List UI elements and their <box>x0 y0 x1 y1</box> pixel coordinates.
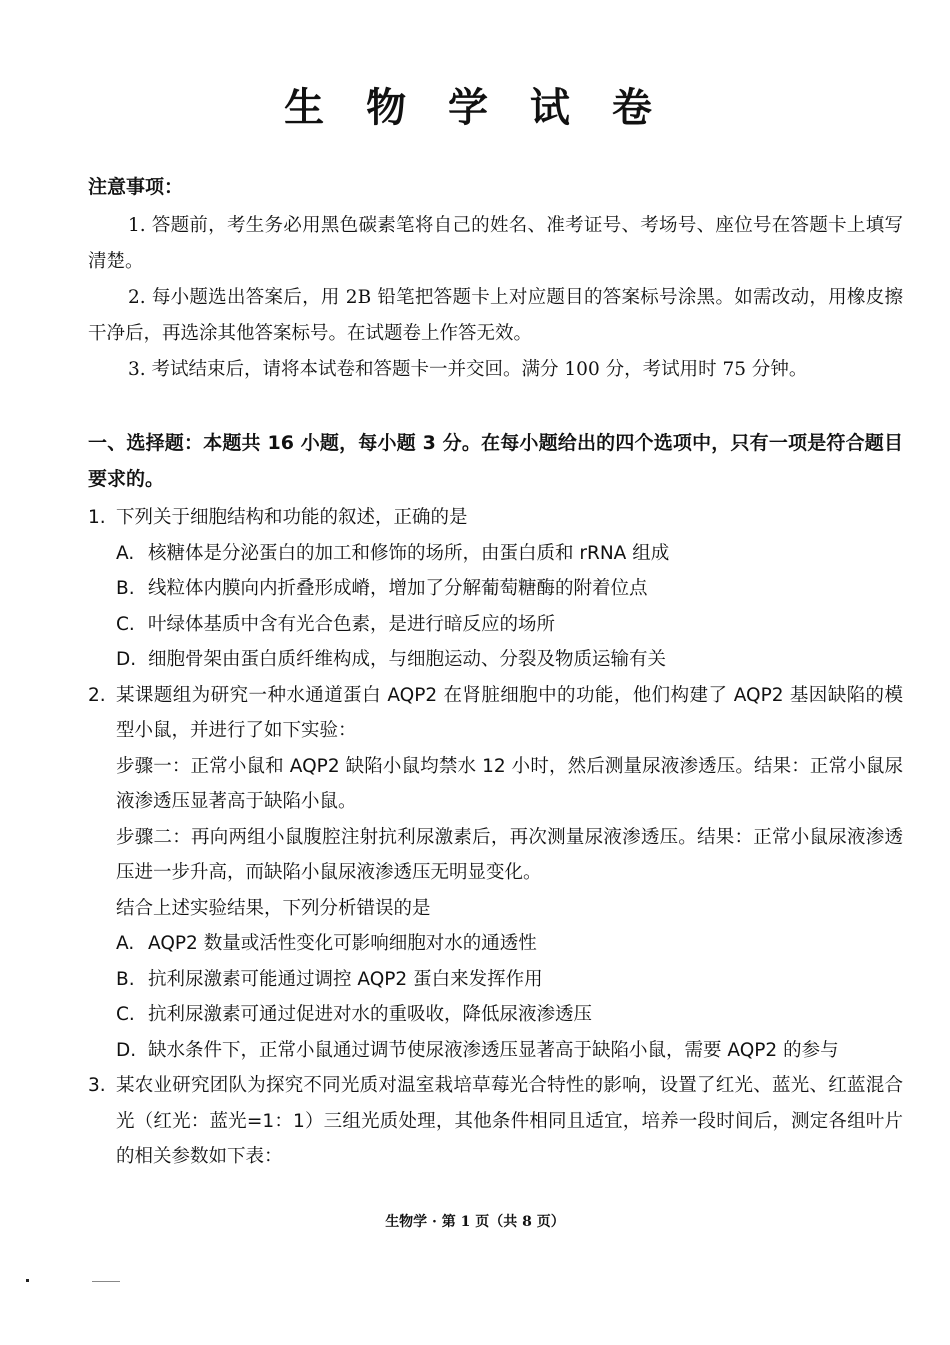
option-text: 核糖体是分泌蛋白的加工和修饰的场所，由蛋白质和 rRNA 组成 <box>148 542 670 564</box>
option <box>116 642 903 678</box>
option-text: 抗利尿激素可通过促进对水的重吸收，降低尿液渗透压 <box>148 1004 593 1025</box>
notice-heading: 注意事项： <box>88 176 184 198</box>
option <box>116 536 903 572</box>
option-text: AQP2 数量或活性变化可影响细胞对水的通透性 <box>148 933 537 954</box>
question-2 <box>88 678 903 1069</box>
option-text: 细胞骨架由蛋白质纤维构成，与细胞运动、分裂及物质运输有关 <box>148 649 667 670</box>
notice-item: 2. 每小题选出答案后，用 2B 铅笔把答题卡上对应题目的答案标号涂黑。如需改动，用橡皮擦干净后，再选涂其他答案标号。在试题卷上作答无效。 <box>88 287 903 344</box>
option <box>116 607 903 643</box>
section-heading: 一、选择题：本题共 16 小题，每小题 3 分。在每小题给出的四个选项中，只有一项是符合题目要求的。 <box>88 432 903 490</box>
option-label: D. <box>116 649 137 670</box>
page-title: 生 物 学 试 卷 <box>284 84 666 131</box>
option-text: 抗利尿激素可能通过调控 AQP2 蛋白来发挥作用 <box>148 968 543 990</box>
question-stem: 下列关于细胞结构和功能的叙述，正确的是 <box>116 507 468 528</box>
notice-item: 3. 考试结束后，请将本试卷和答题卡一并交回。满分 100 分，考试用时 75 分钟。 <box>128 359 808 380</box>
page-footer: 生物学 · 第 1 页（共 8 页） <box>385 1214 565 1230</box>
notice-item: 1. 答题前，考生务必用黑色碳素笔将自己的姓名、准考证号、考场号、座位号在答题卡上填写清楚。 <box>88 215 903 272</box>
option <box>116 997 903 1033</box>
notice-list <box>88 208 903 388</box>
option-text: 叶绿体基质中含有光合色素，是进行暗反应的场所 <box>148 613 556 635</box>
option-label: D. <box>116 1039 137 1061</box>
option-label: B. <box>116 578 135 599</box>
option-label: A. <box>116 933 135 954</box>
question-list <box>88 500 903 1175</box>
scan-artifact <box>92 1281 120 1282</box>
question-number: 3. <box>88 1075 106 1096</box>
question-stem: 某课题组为研究一种水通道蛋白 AQP2 在肾脏细胞中的功能，他们构建了 AQP2 基因缺陷的模型小鼠，并进行了如下实验： <box>116 684 903 741</box>
experiment-step: 步骤二：再向两组小鼠腹腔注射抗利尿激素后，再次测量尿液渗透压。结果：正常小鼠尿液渗透压进一步升高，而缺陷小鼠尿液渗透压无明显变化。 <box>116 826 903 883</box>
option-label: B. <box>116 968 135 990</box>
option <box>116 1033 903 1069</box>
option-label: C. <box>116 613 135 635</box>
question-3 <box>88 1068 903 1175</box>
experiment-step: 步骤一：正常小鼠和 AQP2 缺陷小鼠均禁水 12 小时，然后测量尿液渗透压。结果：正常小鼠尿液渗透压显著高于缺陷小鼠。 <box>116 755 903 812</box>
scan-artifact <box>26 1279 29 1282</box>
option-text: 线粒体内膜向内折叠形成嵴，增加了分解葡萄糖酶的附着位点 <box>148 578 648 599</box>
question-1 <box>88 500 903 678</box>
option <box>116 926 903 962</box>
question-stem: 某农业研究团队为探究不同光质对温室栽培草莓光合特性的影响，设置了红光、蓝光、红蓝混合光（红光：蓝光=1：1）三组光质处理，其他条件相同且适宜，培养一段时间后，测定各组叶片的相关参数如下表： <box>116 1075 903 1167</box>
option-text: 缺水条件下，正常小鼠通过调节使尿液渗透压显著高于缺陷小鼠，需要 AQP2 的参与 <box>148 1039 839 1061</box>
option-label: C. <box>116 1004 135 1025</box>
question-prompt: 结合上述实验结果，下列分析错误的是 <box>116 897 431 919</box>
option <box>116 962 903 998</box>
option <box>116 571 903 607</box>
option-label: A. <box>116 542 135 564</box>
question-number: 1. <box>88 507 106 528</box>
question-number: 2. <box>88 684 106 706</box>
